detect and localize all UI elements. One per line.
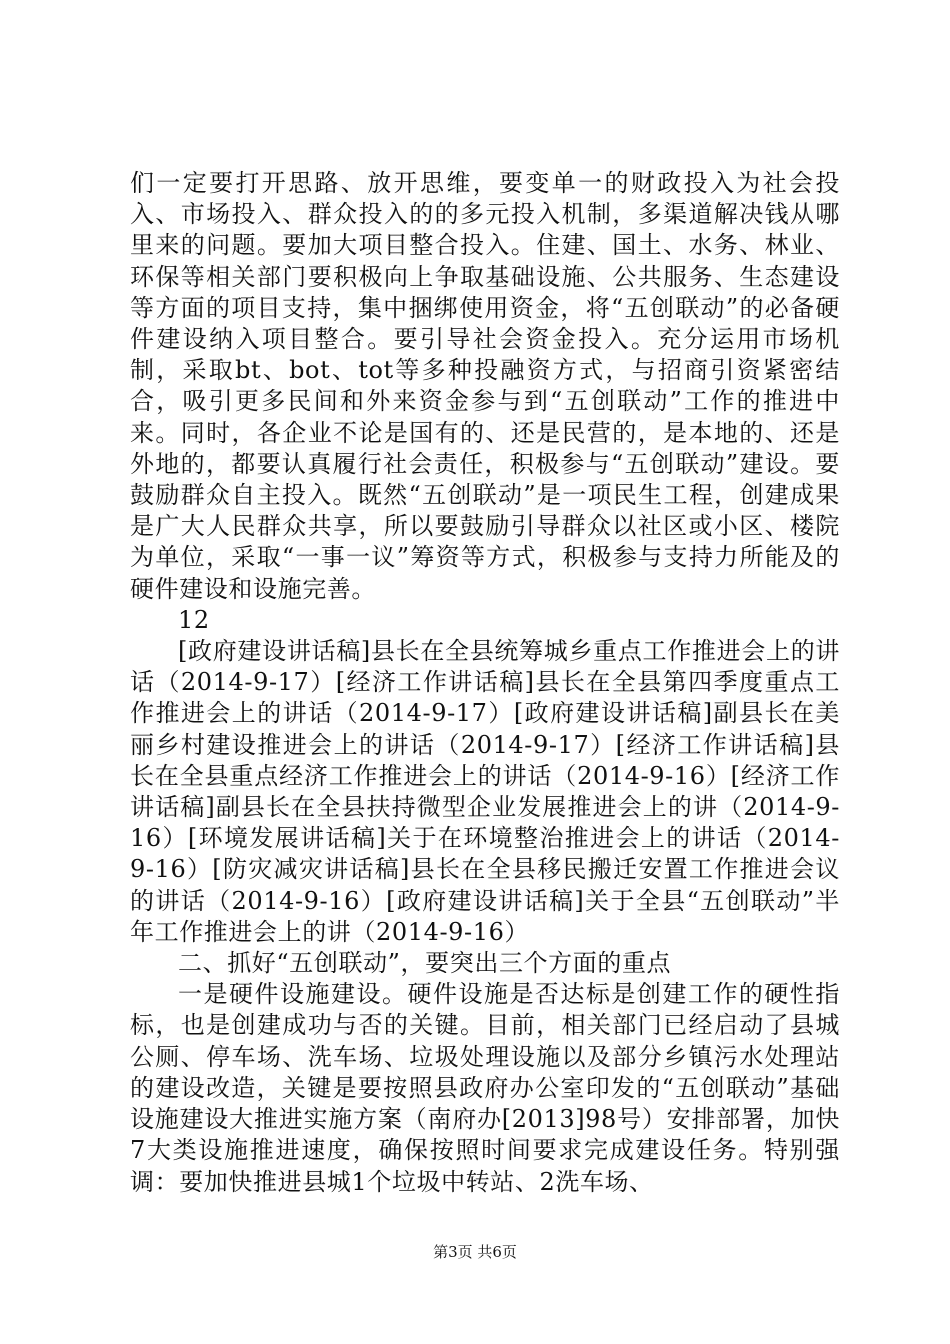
page-marker: 12	[178, 605, 210, 634]
document-body	[130, 168, 840, 1198]
paragraph-hardware-facilities: 一是硬件设施建设。硬件设施是否达标是创建工作的硬性指标，也是创建成功与否的关键。目前，相关部门已经启动了县城公厕、停车场、洗车场、垃圾处理设施以及部分乡镇污水处理站的建设改造，关键是要按照县政府办公室印发的“五创联动”基础设施建设大推进实施方案（南府办[2013]98号）安排部署，加快7大类设施推进速度，确保按照时间要求完成建设任务。特别强调：要加快推进县城1个垃圾中转站、2洗车场、	[130, 980, 840, 1196]
page-number-label: 第3页 共6页	[433, 1243, 517, 1261]
page-footer	[0, 1242, 950, 1262]
paragraph-related-speeches: [政府建设讲话稿]县长在全县统筹城乡重点工作推进会上的讲话（2014-9-17）[经济工作讲话稿]县长在全县第四季度重点工作推进会上的讲话（2014-9-17）[政府建设讲话稿]副县长在美丽乡村建设推进会上的讲话（2014-9-17）[经济工作讲话稿]县长在全县重点经济工作推进会上的讲话（2014-9-16）[经济工作讲话稿]副县长在全县扶持微型企业发展推进会上的讲（2014-9-16）[环境发展讲话稿]关于在环境整治推进会上的讲话（2014-9-16）[防灾减灾讲话稿]县长在全县移民搬迁安置工作推进会议的讲话（2014-9-16）[政府建设讲话稿]关于全县“五创联动”半年工作推进会上的讲（2014-9-16）	[130, 637, 840, 946]
section-heading: 二、抓好“五创联动”，要突出三个方面的重点	[178, 949, 672, 978]
paragraph-funding-channels: 们一定要打开思路、放开思维，要变单一的财政投入为社会投入、市场投入、群众投入的的多元投入机制，多渠道解决钱从哪里来的问题。要加大项目整合投入。住建、国土、水务、林业、环保等相关部门要积极向上争取基础设施、公共服务、生态建设等方面的项目支持，集中捆绑使用资金，将“五创联动”的必备硬件建设纳入项目整合。要引导社会资金投入。充分运用市场机制，采取bt、bot、tot等多种投融资方式，与招商引资紧密结合，吸引更多民间和外来资金参与到“五创联动”工作的推进中来。同时，各企业不论是国有的、还是民营的，是本地的、还是外地的，都要认真履行社会责任，积极参与“五创联动”建设。要鼓励群众自主投入。既然“五创联动”是一项民生工程，创建成果是广大人民群众共享，所以要鼓励引导群众以社区或小区、楼院为单位，采取“一事一议”筹资等方式，积极参与支持力所能及的硬件建设和设施完善。	[130, 169, 840, 603]
